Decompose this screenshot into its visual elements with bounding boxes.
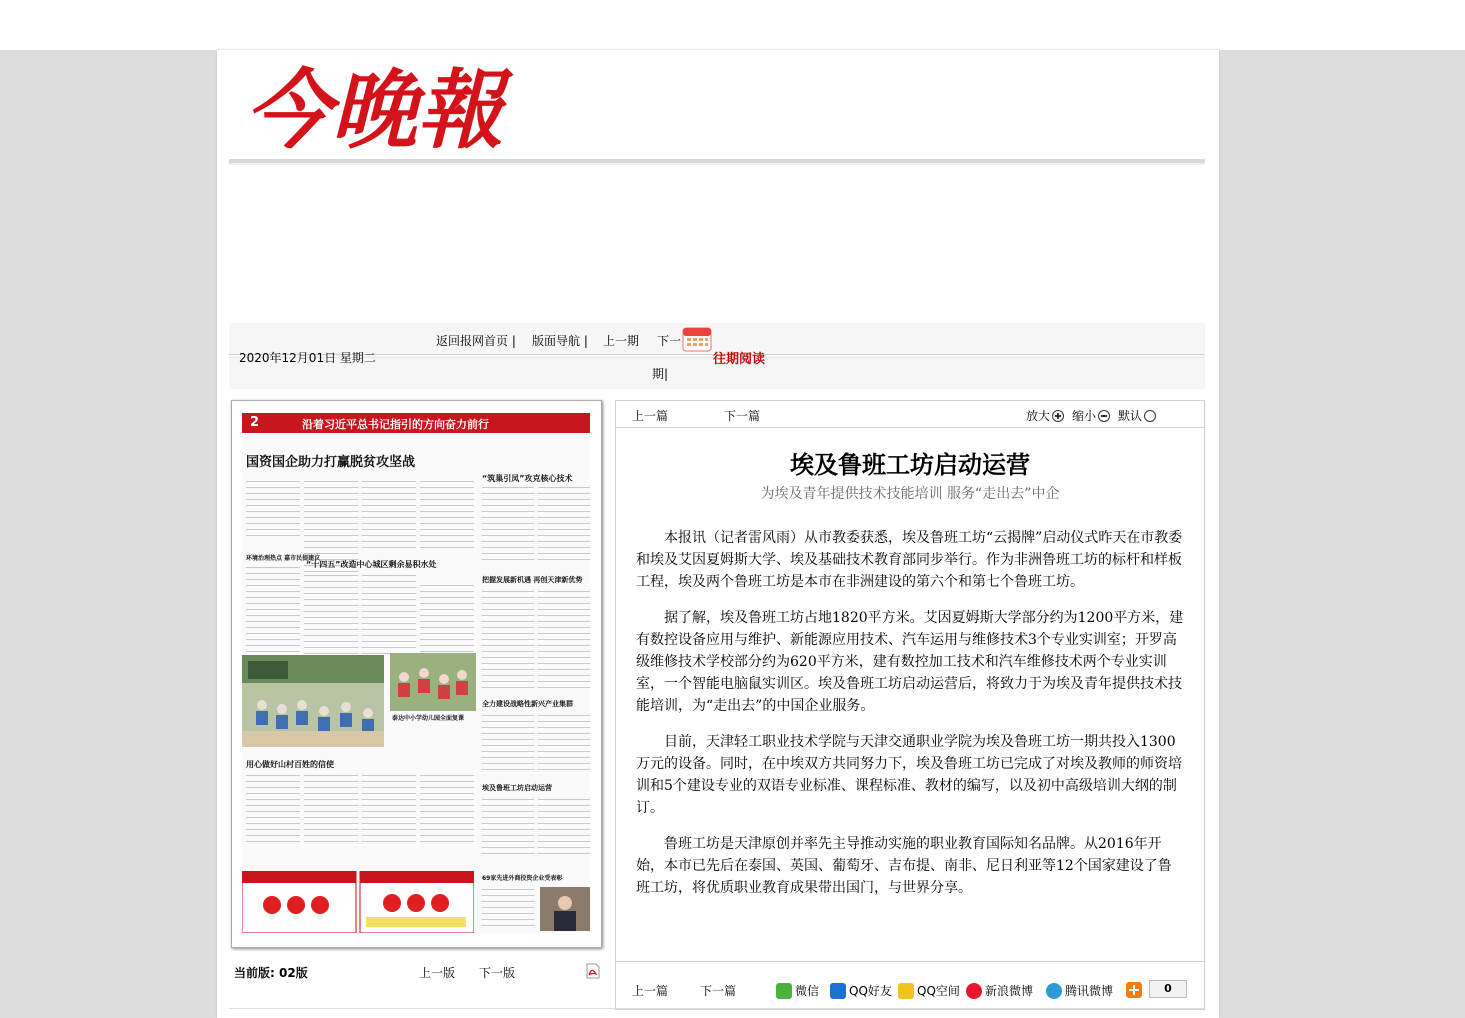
calendar-icon[interactable] (682, 326, 712, 352)
share-more-button[interactable] (1126, 982, 1142, 998)
map-headline[interactable]: 69家先进外商投资企业受表彰 (482, 875, 563, 882)
nav-home-label: 返回报网首页 (436, 334, 509, 348)
share-wechat-button[interactable] (776, 982, 819, 999)
plus-circle-icon (1052, 410, 1064, 422)
map-headline[interactable]: 国资国企助力打赢脱贫攻坚战 (246, 455, 416, 470)
share-sina-label: 新浪微博 (985, 984, 1034, 998)
map-text-block[interactable] (420, 773, 474, 843)
share-tencent-button[interactable] (1046, 982, 1113, 999)
map-text-block[interactable] (246, 479, 300, 539)
map-text-block[interactable] (304, 773, 358, 843)
map-text-block[interactable] (538, 797, 590, 857)
masthead-divider-shadow (229, 163, 1205, 165)
article-body (636, 527, 1184, 913)
students-photo[interactable] (390, 653, 476, 711)
article-paragraph: 鲁班工坊是天津原创并率先主导推动实施的职业教育国际知名品牌。从2016年开始，本市已先后在泰国、英国、葡萄牙、吉布提、南非、尼日利亚等12个国家建设了鲁班工坊，将优质职业教育成果带出国门，与世界分享。 (636, 836, 1172, 896)
map-headline[interactable]: “十四五”改造中心城区剩余易积水处 (306, 560, 437, 569)
wechat-icon (776, 983, 792, 999)
zoom-default-label: 默认 (1118, 409, 1143, 423)
map-text-block[interactable] (538, 485, 590, 565)
article-footer (616, 961, 1204, 1010)
prev-article-link-bottom[interactable]: 上一篇 (632, 984, 669, 998)
article-panel (615, 400, 1205, 1010)
map-text-block[interactable] (482, 797, 534, 857)
share-qq-label: QQ好友 (849, 984, 892, 998)
logo-text: 今晚報 (245, 60, 503, 158)
masthead-logo[interactable] (245, 58, 515, 158)
article-paragraph: 据了解，埃及鲁班工坊占地1820平方米。艾因夏姆斯大学部分约为1200平方米，建有数控设备应用与维护、新能源应用技术、汽车运用与维修技术3个专业实训室；开罗高级维修技术学校部分约为620平方米，建有数控加工技术和汽车维修技术两个专业实训室，一个智能电脑鼠实训区。埃及鲁班工坊启动运营后，将致力于为埃及青年提供技术技能培训，为“走出去”的中国企业服务。 (636, 610, 1184, 714)
next-article-link-bottom[interactable]: 下一篇 (700, 984, 737, 998)
meeting-photo[interactable] (540, 887, 590, 931)
nav-layout-label: 版面导航 (532, 334, 581, 348)
map-headline[interactable]: 泰达中小学幼儿园全面复课 (392, 715, 465, 722)
top-blank-bar (0, 0, 1465, 50)
share-count: 0 (1149, 980, 1187, 998)
past-issues-link[interactable]: 往期阅读 (713, 352, 766, 367)
zoom-out-button[interactable] (1072, 407, 1110, 424)
map-text-block[interactable] (538, 589, 590, 689)
minus-circle-icon (1098, 410, 1110, 422)
tencent-weibo-icon (1046, 983, 1062, 999)
sep: | (664, 367, 669, 381)
current-page-indicator (234, 964, 308, 981)
share-qzone-button[interactable] (898, 982, 960, 999)
page-number: 2 (250, 415, 260, 430)
pdf-icon[interactable] (586, 963, 600, 979)
map-text-block[interactable] (246, 773, 300, 843)
share-tencent-label: 腾讯微博 (1065, 984, 1114, 998)
page-container (217, 50, 1219, 1018)
map-text-block[interactable] (304, 573, 358, 659)
plus-icon (1126, 982, 1142, 998)
zoom-in-button[interactable] (1026, 407, 1064, 424)
next-issue-tail: 期 (652, 367, 665, 381)
zoom-default-button[interactable] (1118, 407, 1156, 424)
article-subtitle: 为埃及青年提供技术技能培训 服务“走出去”中企 (760, 486, 1060, 502)
nav-next-issue-link[interactable]: 下一 (657, 334, 682, 348)
sina-weibo-icon (966, 983, 982, 999)
map-headline[interactable]: 全力建设战略性新兴产业集群 (482, 700, 573, 708)
article-paragraph: 目前，天津轻工职业技术学院与天津交通职业学院为埃及鲁班工坊一期共投入1300万元的设备。同时，在中埃双方共同努力下，埃及鲁班工坊已完成了对埃及教师的师资培训和5个建设专业的双语专业标准、课程标准、教材的编写，以及初中高级培训大纲的制订。 (636, 734, 1182, 816)
nav-bar (229, 323, 1205, 389)
zoom-in-label: 放大 (1026, 409, 1051, 423)
map-headline[interactable]: 埃及鲁班工坊启动运营 (482, 784, 552, 792)
page-banner-title: 沿着习近平总书记指引的方向奋力前行 (302, 418, 489, 431)
next-page-link[interactable]: 下一版 (479, 966, 516, 980)
qzone-icon (898, 983, 914, 999)
map-text-block[interactable] (482, 713, 534, 773)
nav-next-issue-link-cont[interactable] (652, 365, 668, 382)
map-text-block[interactable] (420, 479, 474, 549)
next-article-link[interactable]: 下一篇 (724, 409, 761, 423)
issue-date: 2020年12月01日 星期二 (239, 351, 376, 365)
sep: | (511, 334, 516, 348)
map-text-block[interactable] (246, 565, 300, 655)
nav-home-link[interactable] (436, 332, 516, 349)
nav-layout-link[interactable] (532, 332, 588, 349)
prev-page-link[interactable]: 上一版 (419, 966, 456, 980)
lottery-ad[interactable] (242, 871, 474, 933)
newspaper-page-image[interactable] (242, 413, 590, 933)
map-headline[interactable]: 把握发展新机遇 再创天津新优势 (482, 576, 583, 584)
share-qq-button[interactable] (830, 982, 892, 999)
map-text-block[interactable] (362, 773, 416, 843)
bottom-divider (229, 1008, 1205, 1009)
circle-icon (1144, 410, 1156, 422)
newspaper-page-frame (231, 400, 602, 948)
current-page-value: 02版 (279, 966, 308, 980)
article-title: 埃及鲁班工坊启动运营 (790, 450, 1030, 479)
map-headline[interactable]: 用心做好山村百姓的信使 (246, 760, 334, 769)
map-text-block[interactable] (420, 583, 474, 659)
qq-icon (830, 983, 846, 999)
map-headline[interactable]: 环境治理热点 嘉市民提建议 (246, 555, 321, 562)
share-wechat-label: 微信 (795, 984, 820, 998)
map-text-block[interactable] (482, 485, 534, 565)
classroom-photo[interactable] (242, 655, 384, 747)
map-text-block[interactable] (482, 589, 534, 689)
nav-prev-issue-link[interactable]: 上一期 (603, 334, 640, 348)
share-sina-button[interactable] (966, 982, 1033, 999)
article-toolbar (616, 401, 1204, 428)
article-paragraph: 本报讯（记者雷风雨）从市教委获悉，埃及鲁班工坊“云揭牌”启动仪式昨天在市教委和埃及艾因夏姆斯大学、埃及基础技术教育部同步举行。作为非洲鲁班工坊的标杆和样板工程，埃及两个鲁班工坊是本市在非洲建设的第六个和第七个鲁班工坊。 (636, 530, 1183, 590)
share-qzone-label: QQ空间 (917, 984, 960, 998)
map-text-block[interactable] (538, 713, 590, 773)
map-text-block[interactable] (362, 573, 416, 659)
map-text-block[interactable] (482, 887, 534, 927)
sep: | (583, 334, 588, 348)
map-headline[interactable]: “筑巢引凤”攻克核心技术 (482, 474, 573, 483)
zoom-out-label: 缩小 (1072, 409, 1097, 423)
current-page-label: 当前版: (234, 966, 275, 980)
page-banner (242, 413, 590, 433)
prev-article-link[interactable]: 上一篇 (632, 409, 669, 423)
map-text-block[interactable] (362, 479, 416, 549)
